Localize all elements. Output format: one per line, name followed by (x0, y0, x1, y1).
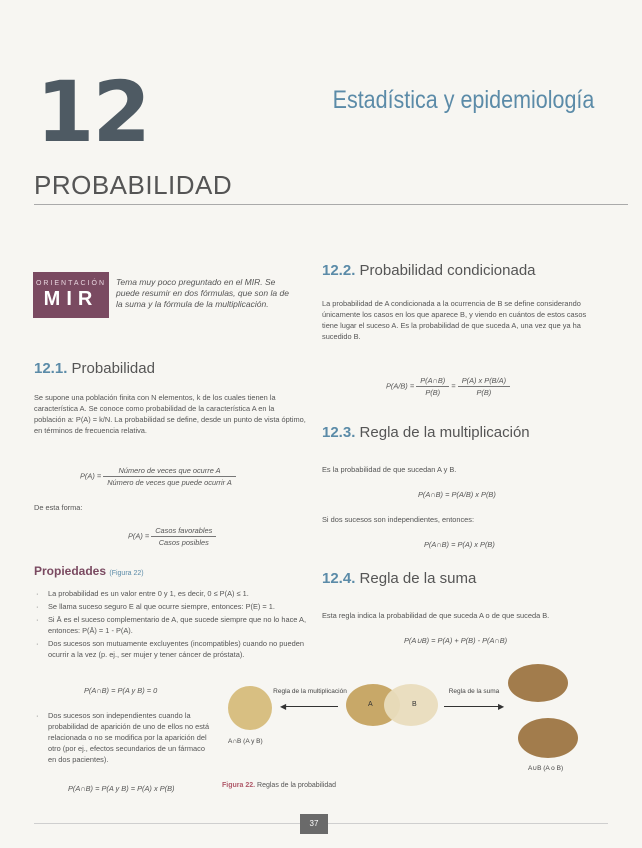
section-title: Regla de la multiplicación (359, 424, 530, 441)
section-number: 12.3. (322, 424, 356, 441)
fraction-denominator: Casos posibles (158, 538, 209, 547)
section-12-1-paragraph: Se supone una población finita con N elementos, k de los cuales tienen la característica A. Se conoce como probabilidad de la característica A en la población a: P(A) = k/N. La probabilidad se define, desde un punto de vista óptimo, en términos de frecuencia relativa. (34, 393, 306, 435)
section-12-2-heading (322, 262, 536, 279)
mir-orientation-text: Tema muy poco preguntado en el MIR. Se puede resumir en dos fórmulas, que son la de la suma y la fórmula de la multiplicación. (116, 277, 289, 309)
section-title: Regla de la suma (359, 570, 477, 587)
formula-lhs: P(A) = (128, 531, 150, 541)
mir-badge (33, 272, 109, 318)
list-item: · Dos sucesos son mutuamente excluyentes (incompatibles) cuando no pueden ocurrir a la vez (p. ej., ser mujer y tener cáncer de próstata). (34, 638, 306, 660)
figure-caption-left: A∩B (A y B) (228, 738, 263, 745)
mir-badge-small: ORIENTACIÓN (35, 280, 107, 287)
figure-caption (222, 782, 336, 789)
section-title: Probabilidad condicionada (359, 262, 536, 279)
formula-independent-mult: P(A∩B) = P(A) x P(B) (424, 540, 495, 549)
title-divider (34, 204, 628, 205)
fraction-denominator: P(B) (476, 388, 492, 397)
mir-badge-big: MIR (43, 288, 99, 310)
arrow-right (444, 706, 500, 707)
page-number: 37 (300, 814, 328, 834)
section-12-1-heading (34, 360, 155, 377)
fraction-numerator: P(A∩B) (416, 376, 449, 387)
fraction-numerator: P(A) x P(B/A) (458, 376, 510, 387)
fraction-denominator: Número de veces que puede ocurrir A (107, 478, 232, 487)
page-title: PROBABILIDAD (34, 170, 233, 200)
formula-sum: P(A∪B) = P(A) + P(B) - P(A∩B) (404, 636, 508, 645)
formula-classic (128, 526, 216, 547)
paragraph: Si dos sucesos son independientes, entonces: (322, 515, 475, 524)
fraction-numerator: Casos favorables (151, 526, 216, 537)
formula-conditional (386, 376, 510, 397)
formula-relative-frequency (80, 466, 236, 487)
figure-caption-right: A∪B (A o B) (528, 765, 564, 772)
paragraph: De esta forma: (34, 503, 83, 512)
properties-heading (34, 564, 144, 578)
section-12-2-paragraph: La probabilidad de A condicionada a la ocurrencia de B se define considerando únicamente los casos en los que aparece B, y viendo en cuántos de estos casos tiene lugar el suceso A. Es la probabilidad de que suceda A, una vez que ya ha sucedido B. (322, 299, 587, 341)
section-12-3-heading (322, 424, 530, 441)
union-circle-top (508, 664, 568, 702)
intersection-circle (228, 686, 272, 730)
label-a: A (368, 701, 373, 708)
properties-title: Propiedades (34, 564, 107, 578)
properties-list-2 (34, 710, 214, 767)
list-item: · Dos sucesos son independientes cuando la probabilidad de aparición de uno de ellos no está relacionada o no se modifica por la aparición del otro (por ej., efectos secundarios de un fármaco en dos pacientes). (34, 710, 214, 765)
list-item: · Se llama suceso seguro E al que ocurre siempre, entonces: P(E) = 1. (34, 601, 306, 612)
arrow-right-head-icon: ▶ (498, 702, 505, 711)
chapter-number: 12 (36, 63, 149, 161)
section-number: 12.2. (322, 262, 356, 279)
section-12-4-heading (322, 570, 476, 587)
fraction (103, 466, 236, 487)
fraction (151, 526, 216, 547)
list-item: · La probabilidad es un valor entre 0 y 1, es decir, 0 ≤ P(A) ≤ 1. (34, 588, 306, 599)
fraction (416, 376, 449, 397)
section-title: Probabilidad (71, 360, 155, 377)
section-number: 12.1. (34, 360, 68, 377)
properties-ref: (Figura 22) (109, 570, 144, 577)
chapter-title: Estadística y epidemiología (332, 86, 594, 114)
properties-list (34, 588, 306, 662)
union-circle-bottom (518, 718, 578, 758)
list-item: · Si Ā es el suceso complementario de A, que sucede siempre que no lo hace A, entonces: P(Ā) = 1 - P(A). (34, 614, 306, 636)
paragraph: Es la probabilidad de que sucedan A y B. (322, 465, 457, 474)
paragraph: Esta regla indica la probabilidad de que suceda A o de que suceda B. (322, 611, 550, 620)
formula-exclusive: P(A∩B) = P(A y B) = 0 (84, 686, 158, 695)
formula-independent: P(A∩B) = P(A y B) = P(A) x P(B) (68, 784, 175, 793)
circle-b (384, 684, 438, 726)
arrow-left (282, 706, 338, 707)
label-multiplication: Regla de la multiplicación (273, 688, 347, 695)
figure-caption-num: Figura 22. (222, 782, 256, 789)
label-sum: Regla de la suma (448, 688, 500, 695)
label-b: B (412, 701, 417, 708)
equals-sign: = (451, 381, 456, 391)
arrow-left-head-icon: ◀ (280, 702, 287, 711)
fraction-numerator: Número de veces que ocurre A (103, 466, 236, 477)
section-number: 12.4. (322, 570, 356, 587)
fraction-denominator: P(B) (425, 388, 441, 397)
formula-multiplication: P(A∩B) = P(A/B) x P(B) (418, 490, 496, 499)
fraction (458, 376, 510, 397)
formula-lhs: P(A) = (80, 471, 102, 481)
formula-lhs: P(A/B) = (386, 381, 415, 391)
figure-caption-text: Reglas de la probabilidad (257, 782, 337, 789)
